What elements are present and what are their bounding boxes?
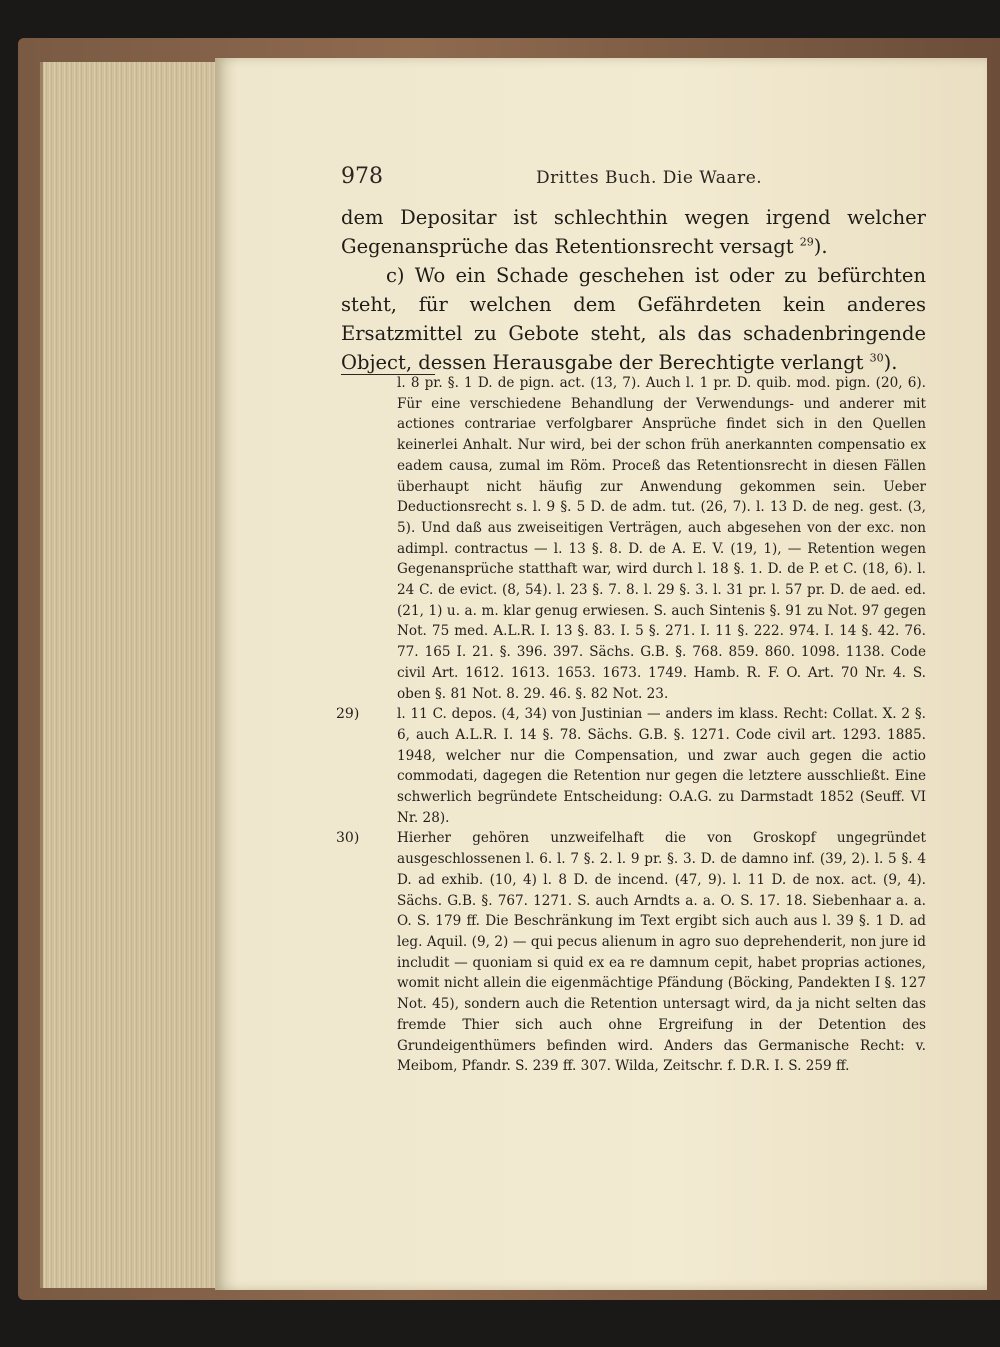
- page-block-edge: [40, 62, 223, 1288]
- footnote-continued: [330, 373, 926, 704]
- main-text: [341, 203, 926, 377]
- main-paragraph-1-end: ).: [813, 235, 828, 258]
- main-paragraph-1-text: dem Depositar ist schlechthin wegen irgend welcher Gegenansprüche das Retentionsrecht versagt: [341, 206, 926, 258]
- footnote-ref-29: 29: [799, 235, 814, 249]
- page-header: [341, 164, 921, 196]
- footnote-number: 29): [336, 706, 360, 723]
- main-paragraph-2-text: c) Wo ein Schade geschehen ist oder zu befürchten steht, für welchen dem Gefährdeten kein anderes Ersatzmittel zu Gebote steht, als das schadenbringende Object, dessen Herausgabe der Berechtigte verlangt: [341, 264, 926, 374]
- footnotes: [330, 373, 926, 1077]
- footnote-text: Hierher gehören unzweifelhaft die von Groskopf ungegründet ausgeschlossenen l. 6. l. 7 §. 2. l. 9 pr. §. 3. D. de damno inf. (39, 2). l. 5 §. 4 D. ad exhib. (10, 4) l. 8 D. de incend. (47, 9). l. 11 D. de nox. act. (9, 4). Sächs. G.B. §. 767. 1271. S. auch Arndts a. a. O. S. 17. 18. Siebenhaar a. a. O. S. 179 ff. Die Beschränkung im Text ergibt sich auch aus l. 39 §. 1 D. ad leg. Aquil. (9, 2) — qui pecus alienum in agro suo deprehenderit, non jure id includit — quoniam si quid ex ea re damnum cepit, habet proprias actiones, womit nicht allein die eigenmächtige Pfändung (Böcking, Pandekten I §. 127 Not. 45), sondern auch die Retention untersagt wird, da ja nicht selten das fremde Thier sich auch ohne Ergreifung in der Detention des Grundeigenthümers befinden wird. Anders das Germanische Recht: v. Meibom, Pfandr. S. 239 ff. 307. Wilda, Zeitschr. f. D.R. I. S. 259 ff.: [397, 830, 926, 1075]
- footnote-text: l. 11 C. depos. (4, 34) von Justinian — anders im klass. Recht: Collat. X. 2 §. 6, auch A.L.R. I. 14 §. 78. Sächs. G.B. §. 1271. Code civil art. 1293. 1885. 1948, welcher nur die Compensation, und zwar auch gegen die actio commodati, dagegen die Retention nur gegen die letztere ausschließt. Eine schwerlich begründete Entscheidung: O.A.G. zu Darmstadt 1852 (Seuff. VI Nr. 28).: [397, 706, 926, 826]
- footnote-text: l. 8 pr. §. 1 D. de pign. act. (13, 7). Auch l. 1 pr. D. quib. mod. pign. (20, 6). Für eine verschiedene Behandlung der Verwendungs- und anderer mit actiones contrariae verfolgbarer Ansprüche findet sich in den Quellen keinerlei Anhalt. Nur wird, bei der schon früh anerkannten compensatio ex eadem causa, zumal im Röm. Proceß das Retentionsrecht in diesen Fällen überhaupt nicht häufig zur Anwendung gekommen sein. Ueber Deductionsrecht s. l. 9 §. 5 D. de adm. tut. (26, 7). l. 13 D. de neg. gest. (3, 5). Und daß aus zweiseitigen Verträgen, auch abgesehen von der exc. non adimpl. contractus — l. 13 §. 8. D. de A. E. V. (19, 1), — Retention wegen Gegenansprüche statthaft war, wird durch l. 18 §. 1. D. de P. et C. (18, 6). l. 24 C. de evict. (8, 54). l. 23 §. 7. 8. l. 29 §. 3. l. 31 pr. l. 57 pr. D. de aed. ed. (21, 1) u. a. m. klar genug erwiesen. S. auch Sintenis §. 91 zu Not. 97 gegen Not. 75 med. A.L.R. I. 13 §. 83. I. 5 §. 271. I. 11 §. 222. 974. I. 14 §. 42. 76. 77. 165 I. 21. §. 396. 397. Sächs. G.B. §. 768. 859. 860. 1098. 1138. Code civil Art. 1612. 1613. 1653. 1673. 1749. Hamb. R. F. O. Art. 70 Nr. 4. S. oben §. 81 Not. 8. 29. 46. §. 82 Not. 23.: [397, 375, 926, 702]
- main-paragraph-2-end: ).: [883, 351, 898, 374]
- footnote-29: [330, 704, 926, 828]
- page-number: 978: [341, 164, 383, 189]
- footnote-ref-30: 30: [869, 351, 884, 365]
- footnote-30: [330, 828, 926, 1076]
- footnote-number: 30): [336, 830, 360, 847]
- main-paragraph-2: [341, 261, 926, 377]
- main-paragraph-1: [341, 203, 926, 261]
- running-head: Drittes Buch. Die Waare.: [536, 168, 763, 188]
